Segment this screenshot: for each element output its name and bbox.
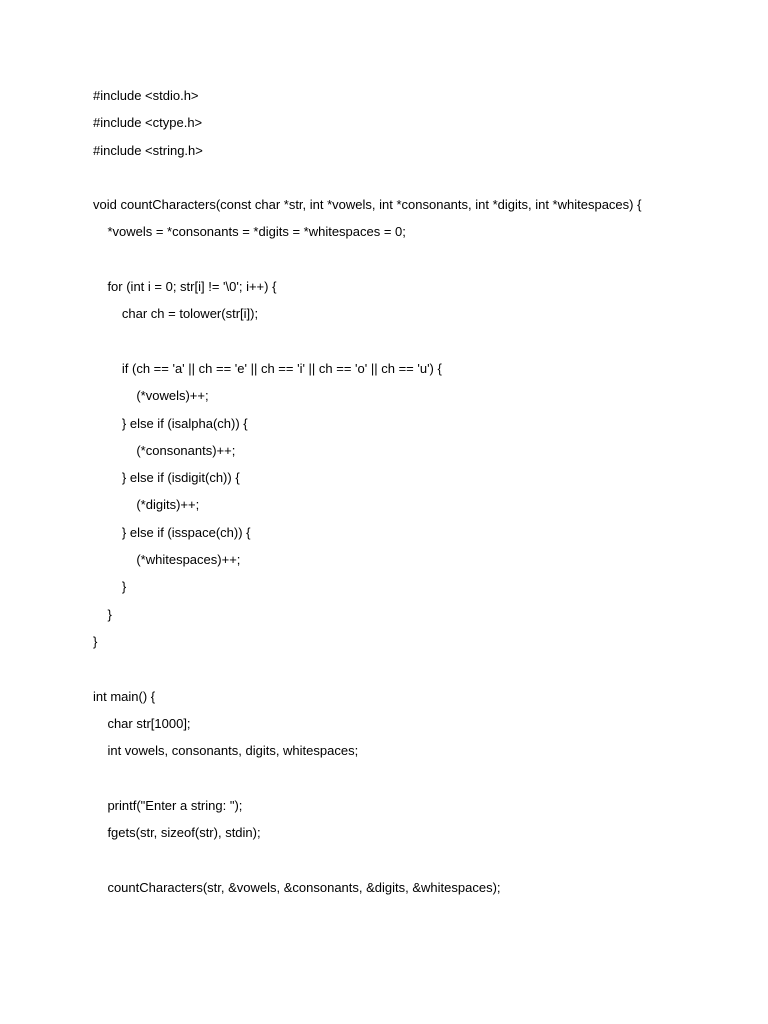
code-line: } (93, 633, 98, 649)
code-line: (*whitespaces)++; (93, 552, 241, 568)
blank-line (93, 332, 733, 359)
blank-line (93, 250, 733, 277)
code-line: (*vowels)++; (93, 388, 209, 404)
code-line: char ch = tolower(str[i]); (93, 306, 259, 322)
code-line: char str[1000]; (93, 715, 191, 731)
code-line: (*consonants)++; (93, 442, 236, 458)
code-line: printf("Enter a string: "); (93, 797, 243, 813)
code-line: } (93, 606, 112, 622)
code-listing (93, 86, 733, 905)
code-line: int vowels, consonants, digits, whitespaces; (93, 743, 359, 759)
code-line: } else if (isalpha(ch)) { (93, 415, 248, 431)
code-line: void countCharacters(const char *str, int *vowels, int *consonants, int *digits, int *whitespaces) { (93, 197, 642, 213)
code-line: #include <ctype.h> (93, 115, 203, 131)
blank-line (93, 659, 733, 686)
code-line: (*digits)++; (93, 497, 200, 513)
blank-line (93, 768, 733, 795)
blank-line (93, 168, 733, 195)
code-line: } (93, 579, 127, 595)
code-line: #include <stdio.h> (93, 88, 199, 103)
blank-line (93, 850, 733, 877)
code-line: } else if (isspace(ch)) { (93, 524, 251, 540)
code-line: for (int i = 0; str[i] != '\0'; i++) { (93, 279, 277, 295)
code-line: } else if (isdigit(ch)) { (93, 470, 240, 486)
code-line: fgets(str, sizeof(str), stdin); (93, 825, 261, 841)
code-line: int main() { (93, 688, 156, 704)
code-line: if (ch == 'a' || ch == 'e' || ch == 'i' || ch == 'o' || ch == 'u') { (93, 360, 442, 376)
code-line: #include <string.h> (93, 142, 203, 158)
code-line: *vowels = *consonants = *digits = *whitespaces = 0; (93, 224, 406, 240)
code-line: countCharacters(str, &vowels, &consonants, &digits, &whitespaces); (93, 879, 501, 895)
